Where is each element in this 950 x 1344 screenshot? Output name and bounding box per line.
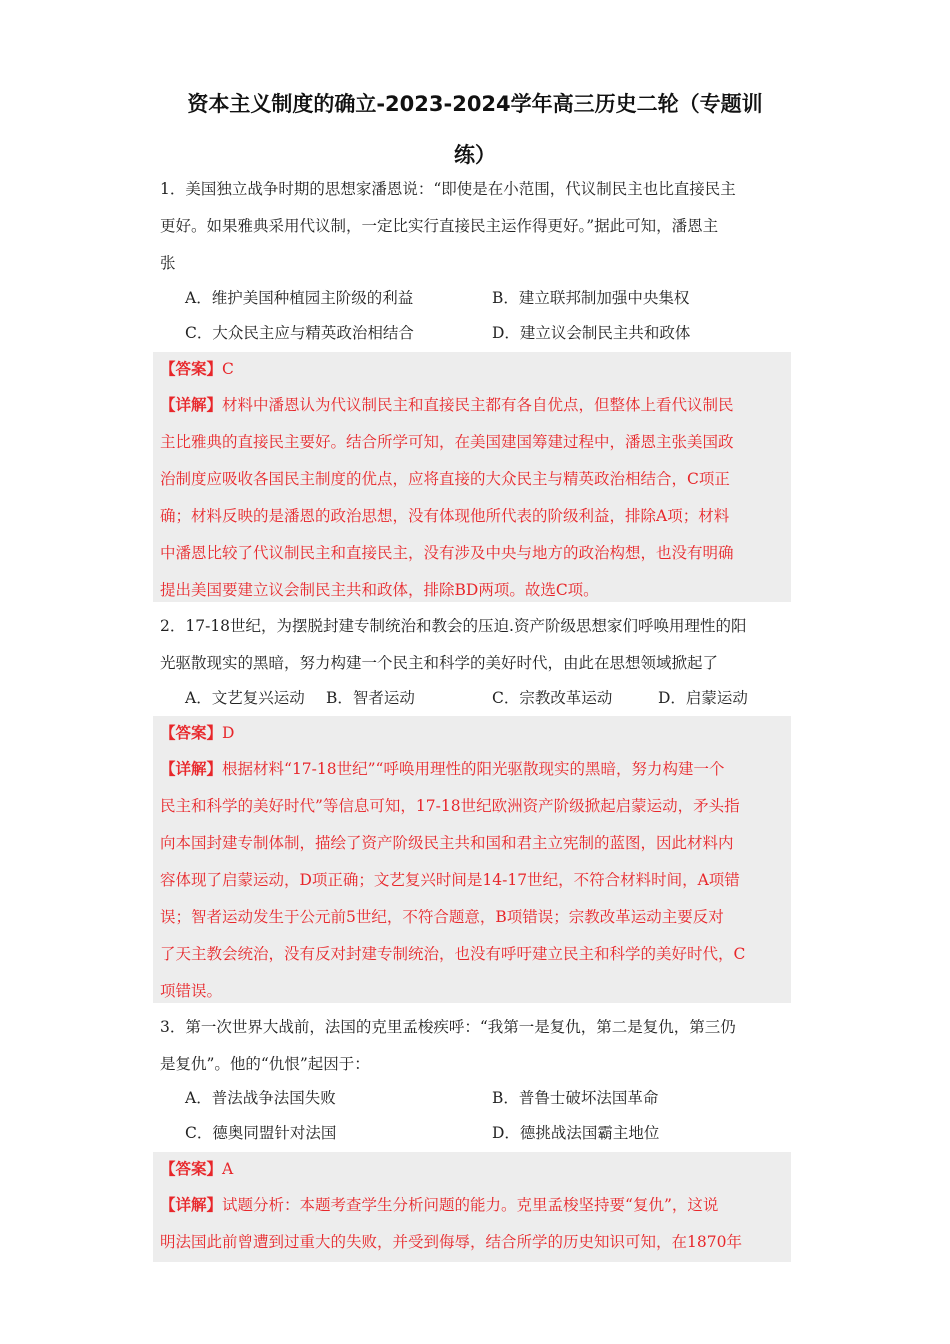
detail-line: 民主和科学的美好时代”等信息可知，17-18世纪欧洲资产阶级掀起启蒙运动，矛头指 (160, 797, 740, 815)
answer-tag: 【答案】 (160, 359, 223, 378)
question-stem-line: 3．第一次世界大战前，法国的克里孟梭疾呼：“我第一是复仇，第二是复仇，第三仍 (160, 1018, 736, 1036)
answer-tag: 【答案】 (160, 1159, 223, 1178)
option-a: A．文艺复兴运动 (185, 689, 305, 707)
detail-line: 误；智者运动发生于公元前5世纪，不符合题意，B项错误；宗教改革运动主要反对 (160, 908, 724, 926)
answer-tag: 【答案】 (160, 723, 223, 742)
option-a: A．维护美国种植园主阶级的利益 (185, 289, 414, 307)
detail-line: 项错误。 (160, 982, 223, 1000)
option-a: A．普法战争法国失败 (185, 1089, 336, 1107)
option-c: C．德奥同盟针对法国 (185, 1124, 337, 1142)
detail-text: 根据材料“17-18世纪”“呼唤用理性的阳光驱散现实的黑暗，努力构建一个 (222, 760, 725, 778)
detail-line: 确；材料反映的是潘恩的政治思想，没有体现他所代表的阶级利益，排除A项；材料 (160, 507, 730, 525)
question-stem-line: 2．17-18世纪，为摆脱封建专制统治和教会的压迫.资产阶级思想家们呼唤用理性的阳 (160, 617, 747, 635)
detail-line (160, 757, 724, 779)
option-d: D．建立议会制民主共和政体 (492, 324, 691, 342)
option-d: D．德挑战法国霸主地位 (492, 1124, 660, 1142)
detail-line: 容体现了启蒙运动，D项正确；文艺复兴时间是14-17世纪，不符合材料时间，A项错 (160, 871, 740, 889)
detail-tag: 【详解】 (160, 1195, 223, 1214)
answer-value: A (222, 1160, 234, 1178)
detail-line: 提出美国要建立议会制民主共和政体，排除BD两项。故选C项。 (160, 581, 599, 599)
detail-line: 明法国此前曾遭到过重大的失败，并受到侮辱，结合所学的历史知识可知，在1870年 (160, 1233, 742, 1251)
answer-value: C (222, 360, 234, 378)
detail-line: 了天主教会统治，没有反对封建专制统治，也没有呼吁建立民主和科学的美好时代，C (160, 945, 746, 963)
option-b: B．普鲁士破坏法国革命 (492, 1089, 659, 1107)
detail-tag: 【详解】 (160, 759, 223, 778)
document-title-line-1: 资本主义制度的确立-2023-2024学年高三历史二轮（专题训 (187, 92, 763, 116)
detail-text: 试题分析：本题考查学生分析问题的能力。克里孟梭坚持要“复仇”，这说 (222, 1196, 719, 1214)
answer-line (160, 721, 234, 743)
question-stem-line: 1．美国独立战争时期的思想家潘恩说：“即使是在小范围，代议制民主也比直接民主 (160, 180, 736, 198)
detail-line: 治制度应吸收各国民主制度的优点，应将直接的大众民主与精英政治相结合，C项正 (160, 470, 730, 488)
detail-line: 向本国封建专制体制，描绘了资产阶级民主共和国和君主立宪制的蓝图，因此材料内 (160, 834, 734, 852)
option-c: C．宗教改革运动 (492, 689, 613, 707)
document-title-line-2: 练） (454, 143, 496, 167)
question-stem-line: 是复仇”。他的“仇恨”起因于： (160, 1055, 370, 1073)
detail-line: 主比雅典的直接民主要好。结合所学可知，在美国建国筹建过程中，潘恩主张美国政 (160, 433, 734, 451)
option-c: C．大众民主应与精英政治相结合 (185, 324, 414, 342)
option-b: B．智者运动 (326, 689, 415, 707)
answer-line (160, 1157, 233, 1179)
detail-line: 中潘恩比较了代议制民主和直接民主，没有涉及中央与地方的政治构想，也没有明确 (160, 544, 734, 562)
question-stem-line: 更好。如果雅典采用代议制，一定比实行直接民主运作得更好。”据此可知，潘恩主 (160, 217, 719, 235)
detail-line (160, 1193, 718, 1215)
answer-line (160, 357, 234, 379)
detail-text: 材料中潘恩认为代议制民主和直接民主都有各自优点，但整体上看代议制民 (222, 396, 734, 414)
detail-line (160, 393, 734, 415)
detail-tag: 【详解】 (160, 395, 223, 414)
question-stem-line: 光驱散现实的黑暗，努力构建一个民主和科学的美好时代，由此在思想领域掀起了 (160, 654, 719, 672)
option-b: B．建立联邦制加强中央集权 (492, 289, 690, 307)
question-stem-line: 张 (160, 254, 176, 272)
option-d: D．启蒙运动 (658, 689, 748, 707)
answer-value: D (222, 724, 235, 742)
